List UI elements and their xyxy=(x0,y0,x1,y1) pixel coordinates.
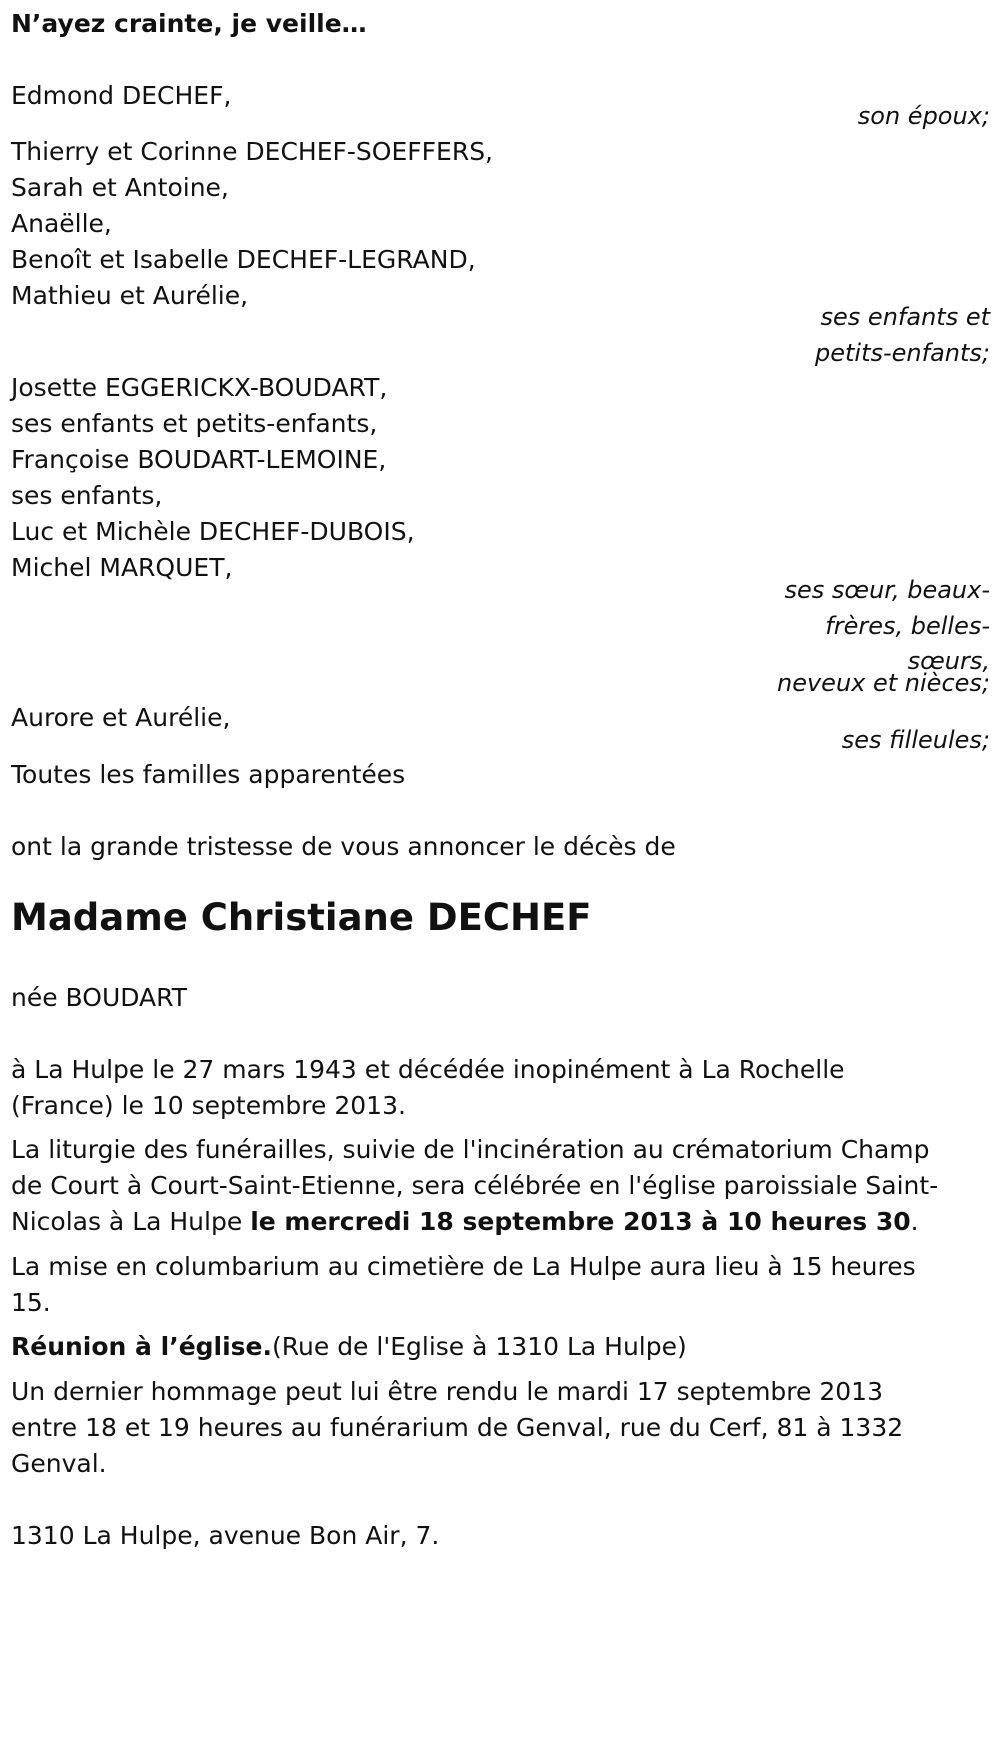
homage-text: Un dernier hommage peut lui être rendu le mardi 17 septembre 2013 xyxy=(11,1377,883,1406)
family-role: sœurs, xyxy=(907,647,990,675)
family-line: Anaëlle, xyxy=(11,209,112,238)
family-line: Edmond DECHEF, xyxy=(11,81,232,110)
family-role: neveux et nièces; xyxy=(777,669,990,697)
homage-text: entre 18 et 19 heures au funérarium de Genval, rue du Cerf, 81 à 1332 xyxy=(11,1413,904,1442)
announcement-intro: ont la grande tristesse de vous annoncer le décès de xyxy=(11,832,676,861)
deceased-name: Madame Christiane DECHEF xyxy=(11,896,592,939)
family-line: Josette EGGERICKX-BOUDART, xyxy=(11,373,388,402)
family-line: Sarah et Antoine, xyxy=(11,173,229,202)
family-role: ses sœur, beaux- xyxy=(784,576,990,604)
liturgy-text: de Court à Court-Saint-Etienne, sera célébrée en l'église paroissiale Saint- xyxy=(11,1171,939,1200)
family-line: Aurore et Aurélie, xyxy=(11,703,231,732)
family-role: son époux; xyxy=(857,102,990,130)
family-line: Luc et Michèle DECHEF-DUBOIS, xyxy=(11,517,415,546)
family-role: ses filleules; xyxy=(841,726,990,754)
liturgy-text: La liturgie des funérailles, suivie de l'incinération au crématorium Champ xyxy=(11,1135,930,1164)
family-line: ses enfants, xyxy=(11,481,163,510)
family-line: Michel MARQUET, xyxy=(11,553,233,582)
maiden-name: née BOUDART xyxy=(11,983,187,1012)
liturgy-date: le mercredi 18 septembre 2013 à 10 heures 30 xyxy=(250,1207,911,1236)
family-role: petits-enfants; xyxy=(815,339,990,367)
family-line: Toutes les familles apparentées xyxy=(11,760,406,789)
meeting-address: (Rue de l'Eglise à 1310 La Hulpe) xyxy=(272,1332,687,1361)
family-line: Thierry et Corinne DECHEF-SOEFFERS, xyxy=(11,137,494,166)
columbarium-text: La mise en columbarium au cimetière de La Hulpe aura lieu à 15 heures xyxy=(11,1252,916,1281)
family-line: Mathieu et Aurélie, xyxy=(11,281,249,310)
liturgy-location: Nicolas à La Hulpe xyxy=(11,1207,251,1236)
family-role: frères, belles- xyxy=(825,612,990,640)
home-address: 1310 La Hulpe, avenue Bon Air, 7. xyxy=(11,1521,440,1550)
meeting-text xyxy=(11,1327,687,1367)
family-line: Benoît et Isabelle DECHEF-LEGRAND, xyxy=(11,245,476,274)
liturgy-text xyxy=(11,1202,919,1242)
columbarium-text: 15. xyxy=(11,1288,51,1317)
epigraph: N’ayez crainte, je veille… xyxy=(11,9,367,38)
family-line: Françoise BOUDART-LEMOINE, xyxy=(11,445,387,474)
homage-text: Genval. xyxy=(11,1449,107,1478)
birth-death-text: à La Hulpe le 27 mars 1943 et décédée inopinément à La Rochelle xyxy=(11,1055,845,1084)
liturgy-end: . xyxy=(910,1207,919,1236)
family-role: ses enfants et xyxy=(820,303,990,331)
family-line: ses enfants et petits-enfants, xyxy=(11,409,378,438)
birth-death-text: (France) le 10 septembre 2013. xyxy=(11,1091,406,1120)
meeting-label: Réunion à l’église. xyxy=(11,1332,273,1361)
